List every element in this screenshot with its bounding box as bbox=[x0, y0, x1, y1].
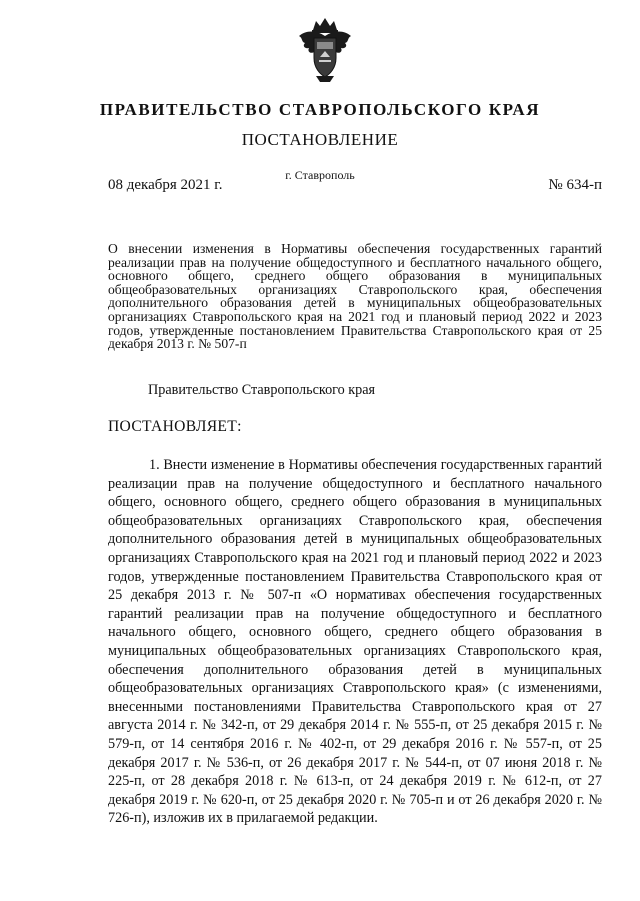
organization-title: ПРАВИТЕЛЬСТВО СТАВРОПОЛЬСКОГО КРАЯ bbox=[99, 100, 541, 119]
document-number: № 634-п bbox=[548, 177, 602, 193]
preamble-government: Правительство Ставропольского края bbox=[148, 382, 376, 398]
document-type: ПОСТАНОВЛЕНИЕ bbox=[241, 130, 399, 149]
document-subject: О внесении изменения в Нормативы обеспечения государственных гарантий реализации прав на получение общедоступного и бесплатного начального общего, основного общего, среднего общего образования в муниципальных общеобразовательных организациях Ставропольского края, обеспечения дополнительного образования детей в муниципальных общеобразовательных организациях Ставропольского края на 2021 год и плановый период 2022 и 2023 годов, утвержденные постановлением Правительства Ставропольского края от 25 декабря 2013 г. № 507-п bbox=[108, 241, 602, 352]
coat-of-arms-emblem bbox=[296, 16, 354, 86]
paragraph-1: 1. Внести изменение в Нормативы обеспечения государственных гарантий реализации прав на получение общедоступного и бесплатного начального общего, основного общего, среднего общего образования в муниципальных общеобразовательных организациях Ставропольского края, обеспечения дополнительного образования детей в муниципальных общеобразовательных организациях Ставропольского края на 2021 год и плановый период 2022 и 2023 годов, утвержденные постановлением Правительства Ставропольского края от 25 декабря 2013 г. № 507-п «О нормативах обеспечения государственных гарантий реализации прав на получение общедоступного и бесплатного начального общего, основного общего, среднего общего образования в муниципальных общеобразовательных организациях Ставропольского края, обеспечения дополнительного образования детей в муниципальных общеобразовательных организациях Ставропольского края» (с изменениями, внесенными постановлениями Правительства Ставропольского края от 27 августа 2014 г. № 342-п, от 29 декабря 2014 г. № 555-п, от 25 декабря 2015 г. № 579-п, от 14 сентября 2016 г. № 402-п, от 29 декабря 2016 г. № 557-п, от 25 декабря 2017 г. № 536-п, от 26 декабря 2017 г. № 544-п, от 07 июня 2018 г. № 225-п, от 28 декабря 2018 г. № 613-п, от 24 декабря 2019 г. № 612-п, от 27 декабря 2019 г. № 620-п, от 25 декабря 2020 г. № 705-п и от 26 декабря 2020 г. № 726-п), изложив их в прилагаемой редакции. bbox=[108, 457, 602, 827]
document-city: г. Ставрополь bbox=[285, 168, 355, 182]
document-date: 08 декабря 2021 г. bbox=[108, 177, 223, 193]
preamble-decrees: ПОСТАНОВЛЯЕТ: bbox=[108, 418, 242, 435]
